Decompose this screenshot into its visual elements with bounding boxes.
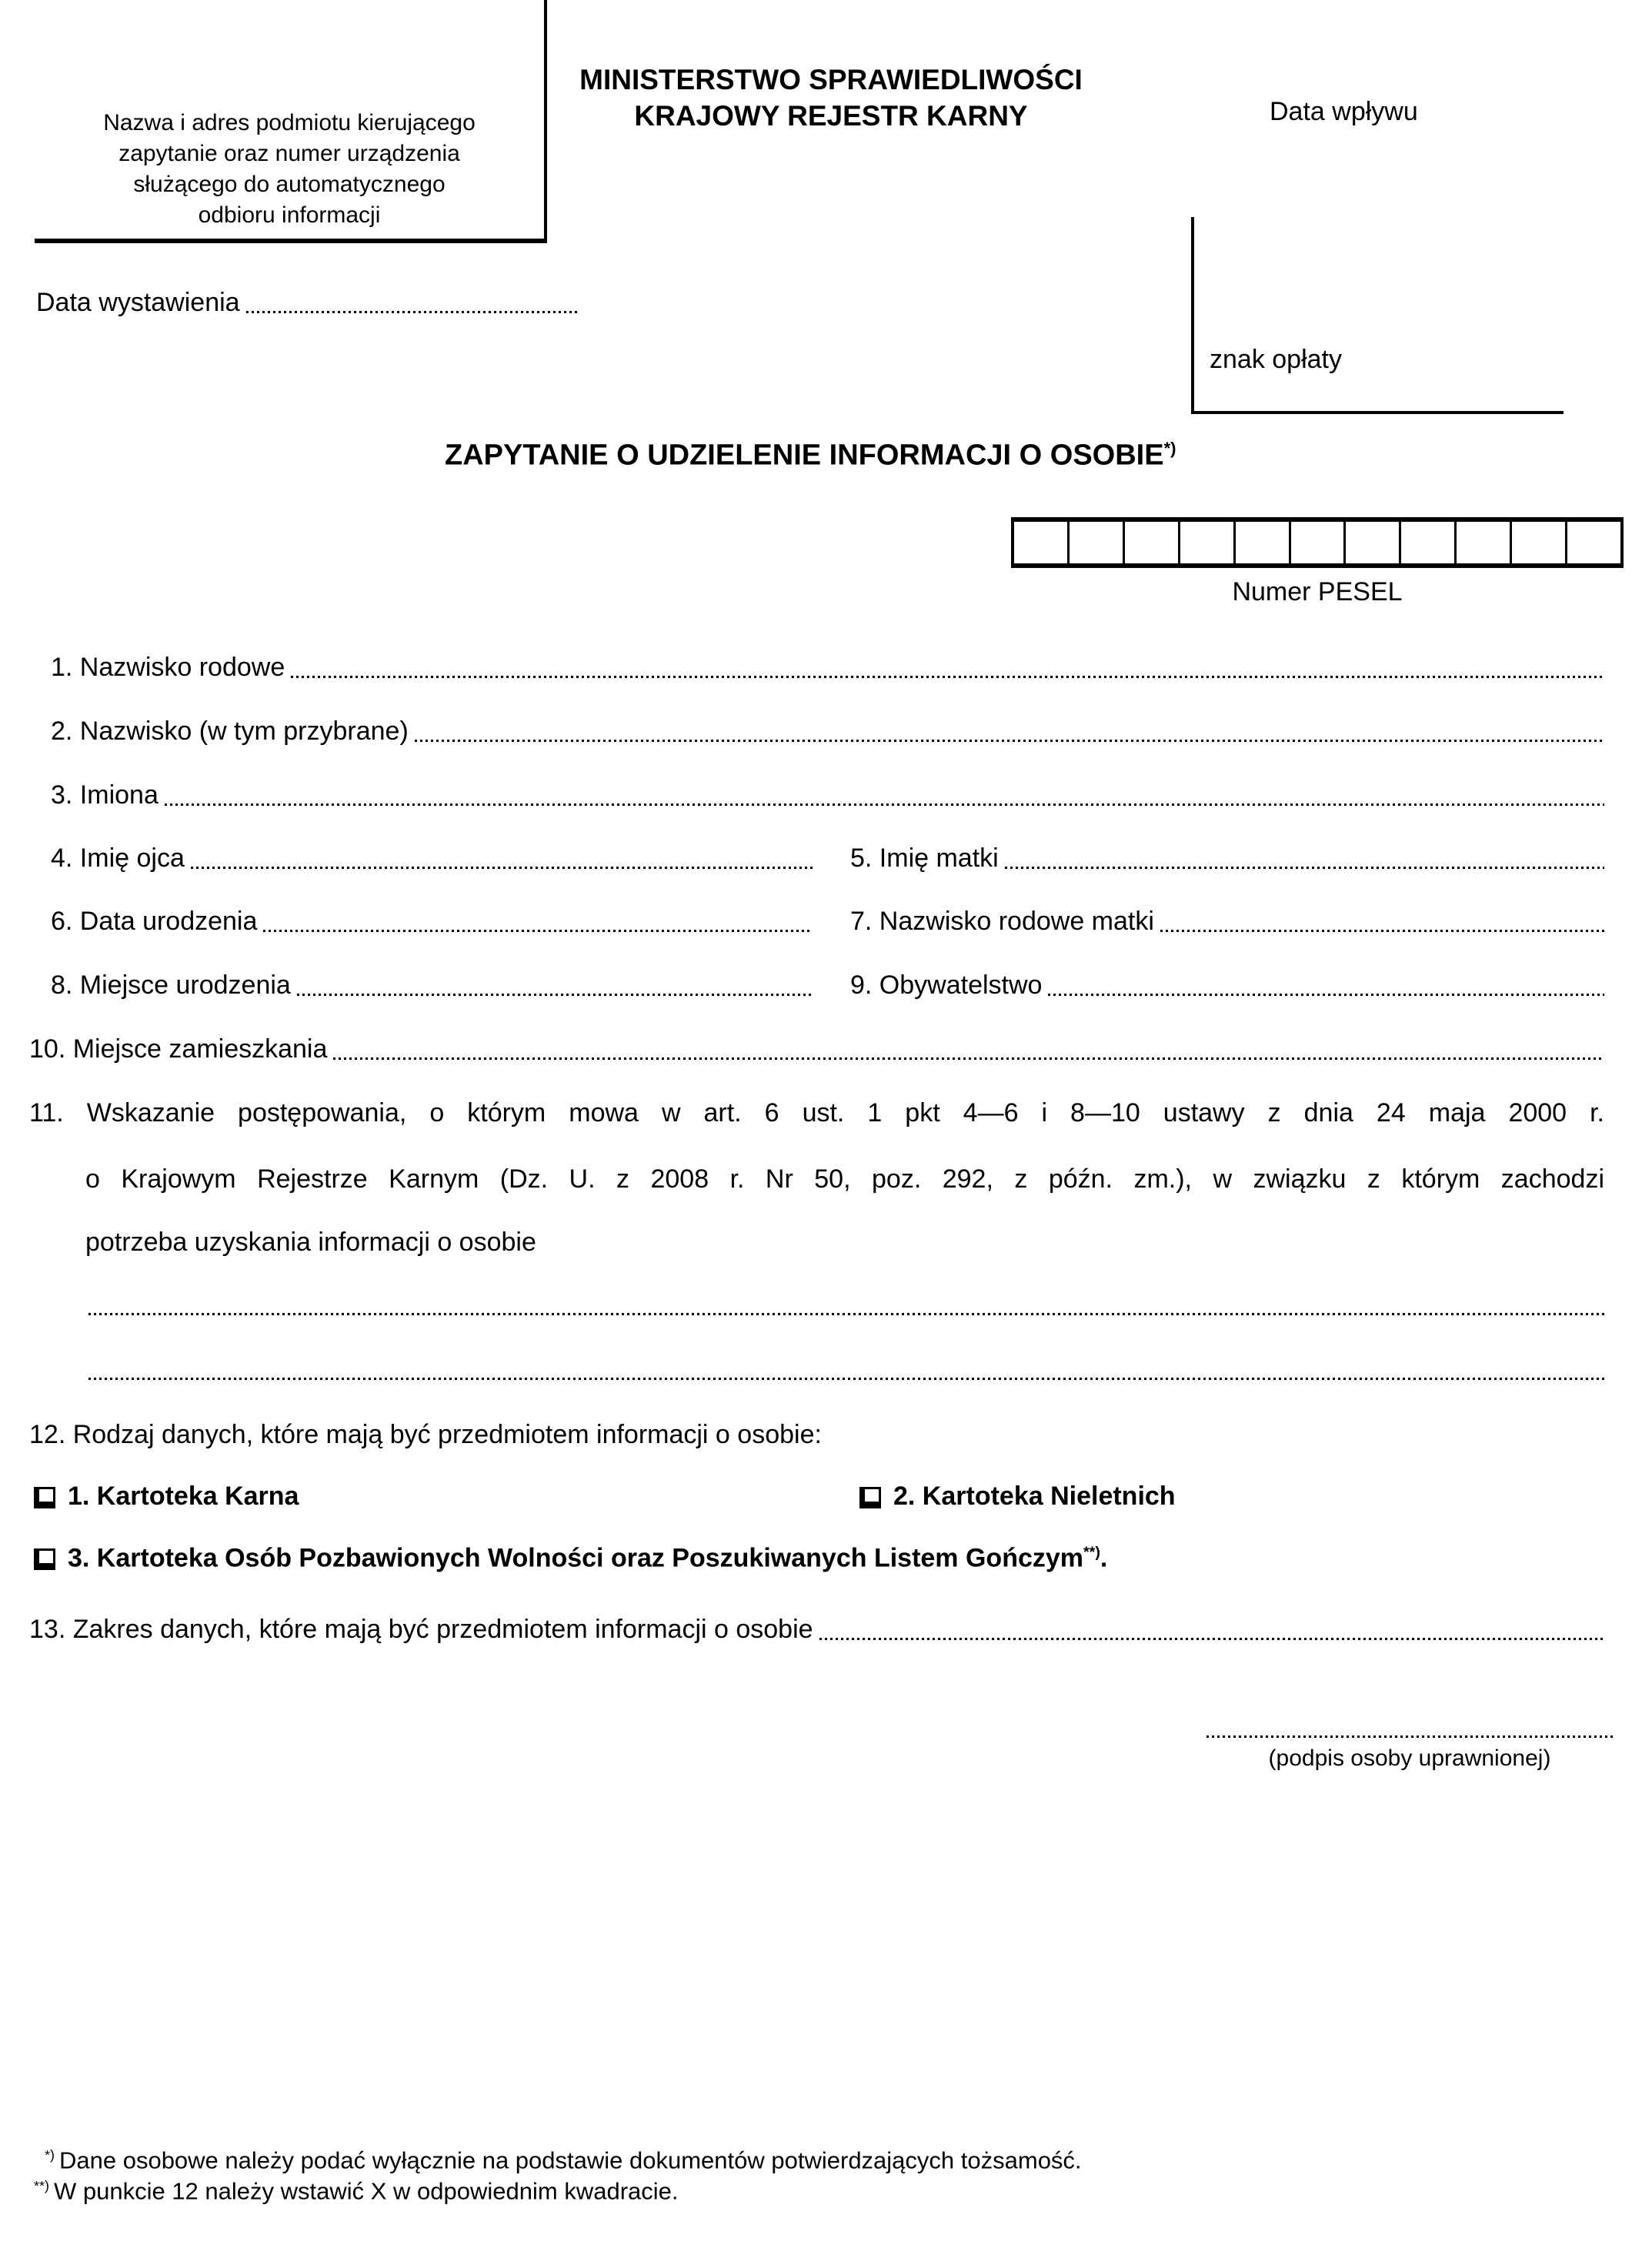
field-row-6 [51, 905, 813, 937]
checkbox-label-text: 3. Kartoteka Osób Pozbawionych Wolności oraz Poszukiwanych Listem Gończym [68, 1543, 1084, 1572]
field-12-label: 12. Rodzaj danych, które mają być przedmiotem informacji o osobie: [29, 1420, 822, 1449]
field-imie-ojca-input[interactable] [191, 867, 813, 869]
sender-box-line: służącego do automatycznego [133, 172, 446, 197]
field-imie-matki-input[interactable] [1005, 867, 1604, 869]
field-row-1 [51, 651, 1604, 683]
pesel-cell[interactable] [1067, 522, 1123, 563]
pesel-grid[interactable] [1011, 517, 1624, 568]
field-11-line-2: o Krajowym Rejestrze Karnym (Dz. U. z 2008 r. Nr 50, poz. 292, z późn. zm.), w związku z którym zachodzi [85, 1164, 1604, 1194]
field-11-line-3: potrzeba uzyskania informacji o osobie [85, 1228, 536, 1257]
field-row-3 [51, 779, 1604, 811]
field-miejsce-urodzenia-input[interactable] [297, 994, 813, 996]
checkbox-kartoteka-nieletnich[interactable] [859, 1487, 881, 1508]
pesel-cell[interactable] [1565, 522, 1620, 563]
field-label-miejsce-urodzenia: 8. Miejsce urodzenia [51, 970, 291, 1000]
field-label-obywatelstwo: 9. Obywatelstwo [850, 970, 1043, 1000]
field-row-10 [29, 1033, 1604, 1065]
fee-stamp-box-left-edge [1191, 217, 1194, 413]
footnote-1-text: Dane osobowe należy podać wyłącznie na podstawie dokumentów potwierdzających tożsamość. [58, 2146, 1082, 2174]
checkbox-label-kartoteka-karna: 1. Kartoteka Karna [68, 1482, 299, 1511]
fee-stamp-box-bottom-edge [1191, 411, 1564, 414]
field-label-nazwisko-przybrane: 2. Nazwisko (w tym przybrane) [51, 717, 409, 746]
pesel-cell[interactable] [1399, 522, 1454, 563]
issue-date-label: Data wystawienia [36, 288, 240, 317]
field-row-7 [850, 905, 1604, 937]
pesel-label: Numer PESEL [1232, 577, 1403, 606]
page-title-text: ZAPYTANIE O UDZIELENIE INFORMACJI O OSOBIE [445, 439, 1164, 472]
field-label-imiona: 3. Imiona [51, 780, 159, 810]
field-label-nazwisko-rodowe: 1. Nazwisko rodowe [51, 653, 285, 682]
field-nazwisko-przybrane-input[interactable] [415, 740, 1604, 742]
pesel-cell[interactable] [1123, 522, 1178, 563]
field-label-imie-ojca: 4. Imię ojca [51, 844, 185, 873]
field-zakres-danych-input[interactable] [819, 1638, 1604, 1640]
checkbox-label-kartoteka-osob-pozbawionych [68, 1537, 1107, 1573]
page-title [445, 439, 1176, 473]
field-11-line-1: 11. Wskazanie postępowania, o którym mowa w art. 6 ust. 1 pkt 4—6 i 8—10 ustawy z dnia 24 maja 2000 r. [29, 1098, 1604, 1128]
ministry-line-2: KRAJOWY REJESTR KARNY [634, 100, 1028, 132]
checkbox-group-kartoteka-karna [34, 1481, 299, 1512]
checkbox-kartoteka-karna[interactable] [34, 1487, 55, 1508]
issue-date-row [36, 286, 579, 319]
footnote-2-marker: **) [34, 2178, 49, 2193]
field-label-data-urodzenia: 6. Data urodzenia [51, 907, 258, 936]
sender-box-line: odbioru informacji [198, 202, 381, 228]
checkbox-group-kartoteka-nieletnich [859, 1481, 1176, 1512]
checkbox-label-period: . [1100, 1543, 1108, 1572]
pesel-cell[interactable] [1178, 522, 1233, 563]
checkbox-label-kartoteka-nieletnich: 2. Kartoteka Nieletnich [893, 1482, 1176, 1511]
fee-stamp-label: znak opłaty [1210, 345, 1342, 374]
sender-box-line: zapytanie oraz numer urządzenia [118, 141, 460, 166]
field-nazwisko-rodowe-input[interactable] [291, 676, 1604, 678]
field-obywatelstwo-input[interactable] [1048, 994, 1604, 996]
footnote-1-marker: *) [45, 2147, 55, 2163]
ministry-line-1: MINISTERSTWO SPRAWIEDLIWOŚCI [579, 64, 1083, 95]
pesel-cell[interactable] [1289, 522, 1344, 563]
pesel-cell[interactable] [1343, 522, 1399, 563]
date-received-label: Data wpływu [1270, 97, 1418, 126]
footnote-2-text: W punkcie 12 należy wstawić X w odpowiednim kwadracie. [53, 2177, 679, 2205]
sender-info-box [35, 0, 547, 243]
signature-input-line[interactable] [1206, 1736, 1613, 1738]
issue-date-input[interactable] [246, 311, 579, 313]
field-row-4 [51, 842, 813, 874]
field-row-2 [51, 715, 1604, 747]
pesel-cell[interactable] [1014, 522, 1067, 563]
checkbox-footnote-marker: **) [1083, 1543, 1100, 1561]
field-imiona-input[interactable] [165, 803, 1604, 806]
ministry-header [477, 62, 1185, 134]
field-row-8 [51, 969, 813, 1001]
field-label-imie-matki: 5. Imię matki [850, 844, 999, 873]
checkbox-group-kartoteka-osob-pozbawionych [34, 1542, 1107, 1573]
field-label-miejsce-zamieszkania: 10. Miejsce zamieszkania [29, 1034, 328, 1064]
sender-box-line: Nazwa i adres podmiotu kierującego [103, 110, 476, 135]
pesel-cell[interactable] [1233, 522, 1289, 563]
footnote-2 [34, 2170, 679, 2207]
pesel-cell[interactable] [1454, 522, 1510, 563]
field-data-urodzenia-input[interactable] [263, 930, 813, 932]
field-row-13 [29, 1613, 1604, 1645]
field-label-zakres-danych: 13. Zakres danych, które mają być przedmiotem informacji o osobie [29, 1615, 813, 1644]
field-11-input-line-2[interactable] [88, 1378, 1604, 1380]
field-row-9 [850, 969, 1604, 1001]
checkbox-kartoteka-osob-pozbawionych[interactable] [34, 1548, 55, 1570]
field-nazwisko-rodowe-matki-input[interactable] [1160, 930, 1604, 932]
field-11-input-line-1[interactable] [88, 1313, 1604, 1315]
page-title-footnote-marker: *) [1163, 439, 1176, 458]
pesel-cell[interactable] [1510, 522, 1565, 563]
signature-caption: (podpis osoby uprawnionej) [1268, 1746, 1551, 1771]
field-row-5 [850, 842, 1604, 874]
field-miejsce-zamieszkania-input[interactable] [333, 1057, 1604, 1060]
field-label-nazwisko-rodowe-matki: 7. Nazwisko rodowe matki [850, 907, 1154, 936]
